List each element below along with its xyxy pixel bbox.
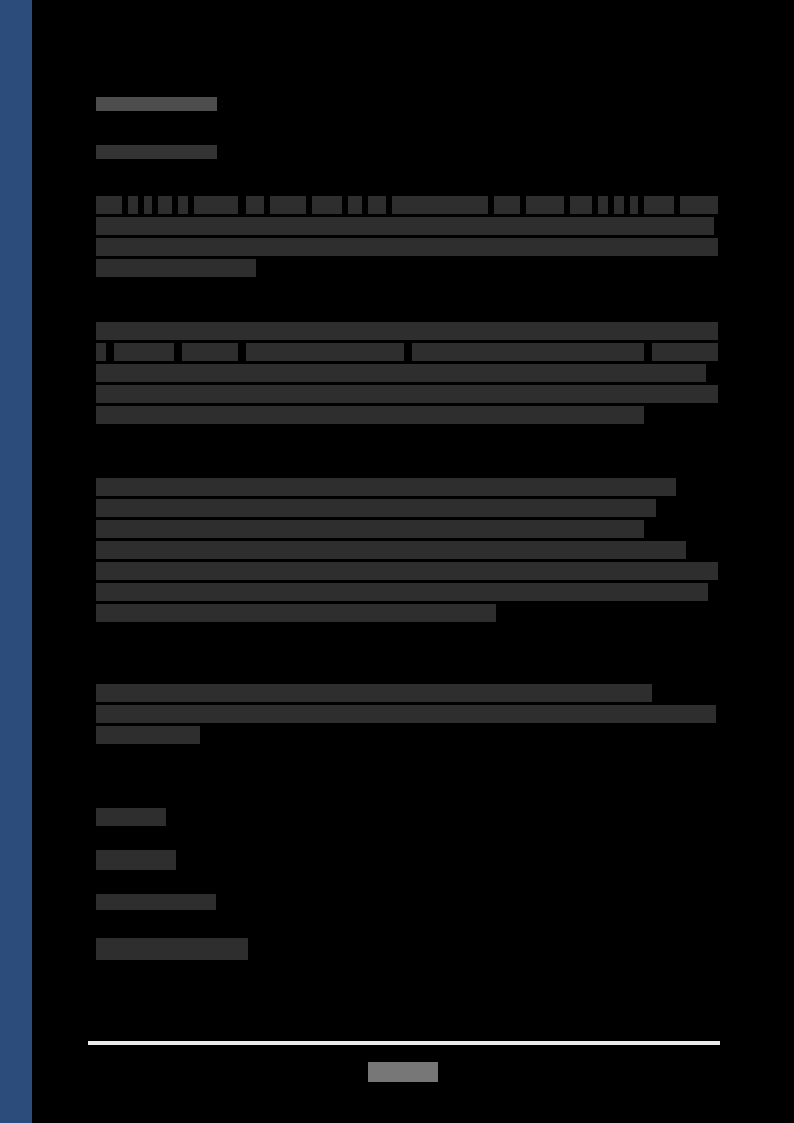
text-run (598, 196, 608, 214)
header-meta-line-2 (96, 145, 217, 159)
text-run (96, 562, 718, 580)
footer-divider (88, 1041, 720, 1045)
text-run (96, 478, 676, 496)
paragraph-4 (96, 684, 720, 764)
left-accent-bar (0, 0, 32, 1123)
text-run (644, 196, 674, 214)
text-run (96, 541, 686, 559)
text-run (96, 406, 644, 424)
text-run (96, 259, 256, 277)
signature-name (96, 850, 176, 870)
text-run (114, 343, 174, 361)
text-run (526, 196, 564, 214)
text-run (652, 343, 718, 361)
text-run (158, 196, 172, 214)
text-run (246, 343, 404, 361)
text-run (614, 196, 624, 214)
text-run (194, 196, 238, 214)
text-run (494, 196, 520, 214)
text-run (182, 343, 238, 361)
text-run (96, 364, 706, 382)
paragraph-3 (96, 478, 720, 643)
letter-content (96, 0, 720, 1123)
text-run (96, 583, 708, 601)
text-run (96, 726, 200, 744)
header-meta-line-1 (96, 97, 217, 111)
paragraph-2 (96, 322, 720, 437)
text-run (96, 684, 652, 702)
text-run (96, 343, 106, 361)
text-run (96, 196, 122, 214)
text-run (412, 343, 644, 361)
footer-page-number (368, 1062, 438, 1082)
text-run (270, 196, 306, 214)
text-run (128, 196, 138, 214)
text-run (96, 705, 716, 723)
text-run (96, 238, 718, 256)
text-run (246, 196, 264, 214)
signature-organization (96, 938, 248, 960)
text-run (392, 196, 488, 214)
text-run (368, 196, 386, 214)
signature-title (96, 894, 216, 910)
text-run (96, 322, 718, 340)
text-run (630, 196, 638, 214)
text-run (96, 499, 656, 517)
text-run (144, 196, 152, 214)
text-run (312, 196, 342, 214)
text-run (570, 196, 592, 214)
text-run (96, 520, 644, 538)
text-run (348, 196, 362, 214)
text-run (96, 217, 714, 235)
text-run (96, 604, 496, 622)
paragraph-1 (96, 196, 720, 284)
text-run (96, 385, 718, 403)
text-run (680, 196, 718, 214)
signature-closing (96, 808, 166, 826)
text-run (178, 196, 188, 214)
